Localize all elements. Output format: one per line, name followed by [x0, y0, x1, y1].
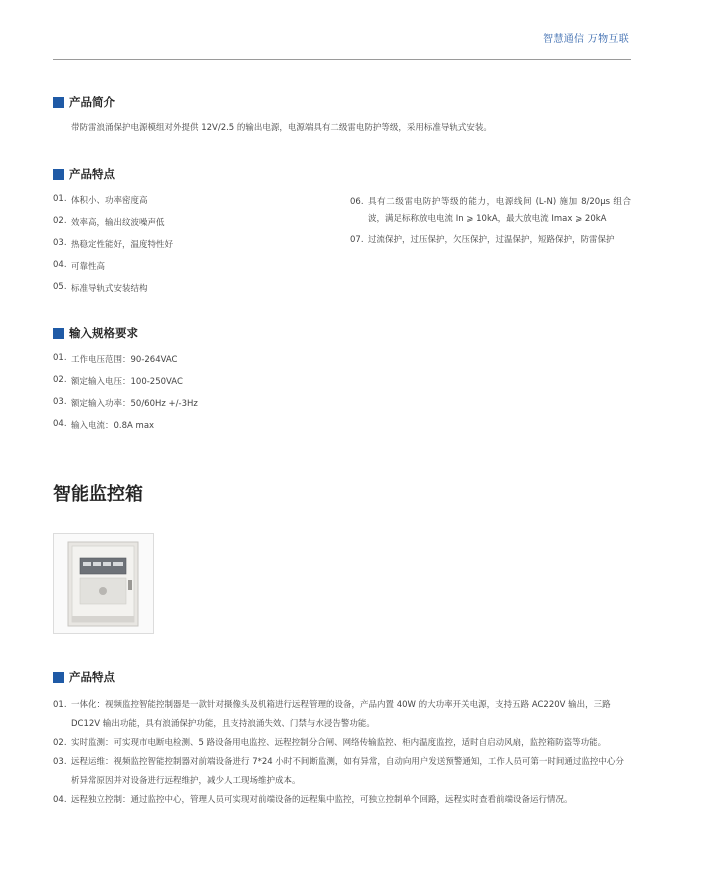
product-features-title: 产品特点 — [69, 670, 115, 684]
header-tagline: 智慧通信 万物互联 — [543, 34, 629, 45]
item-text: 输入电流：0.8A max — [71, 421, 155, 431]
intro-section-heading — [53, 94, 115, 110]
item-text: 远程运维：视频监控智能控制器对前端设备进行 7*24 小时不间断监测，如有异常，自动向用户发送预警通知，工作人员可第一时间通过监控中心分析异常原因并对设备进行远程维护，减少人工现场维护成本。 — [71, 757, 624, 786]
features-list-right — [350, 194, 631, 249]
item-text: 标准导轨式安装结构 — [71, 284, 148, 294]
list-item — [53, 216, 323, 238]
item-text: 具有二级雷电防护等级的能力，电源线间 (L-N) 施加 8/20μs 组合波，满足标称放电电流 In ⩾ 10kA，最大放电流 Imax ⩾ 20kA — [368, 197, 631, 224]
product-features-section-heading — [53, 669, 115, 685]
intro-title: 产品简介 — [69, 95, 115, 109]
item-number: 05. — [53, 282, 67, 292]
item-number: 02. — [53, 738, 67, 748]
item-number: 01. — [53, 700, 67, 710]
list-item — [53, 375, 353, 397]
item-number: 03. — [53, 238, 67, 248]
input-specs-section-heading — [53, 325, 138, 341]
item-number: 01. — [53, 194, 67, 204]
section-marker-icon — [53, 169, 64, 180]
item-text: 可靠性高 — [71, 262, 106, 272]
header-divider — [53, 59, 631, 60]
list-item — [53, 194, 323, 216]
product-image — [53, 533, 154, 634]
features-list-left — [53, 194, 323, 304]
item-number: 04. — [53, 795, 67, 805]
item-number: 07. — [350, 235, 364, 245]
item-text: 额定输入功率：50/60Hz +/-3Hz — [71, 399, 198, 409]
item-text: 实时监测：可实现市电断电检测、5 路设备用电监控、远程控制分合闸、网络传输监控、柜内温度监控，适时自启动风扇，监控箱防盗等功能。 — [71, 738, 607, 748]
list-item — [53, 419, 353, 441]
product-title: 智能监控箱 — [53, 484, 143, 505]
input-specs-title: 输入规格要求 — [69, 326, 138, 340]
item-text: 热稳定性能好，温度特性好 — [71, 240, 174, 250]
item-text: 一体化：视频监控智能控制器是一款针对摄像头及机箱进行远程管理的设备，产品内置 40W 的大功率开关电源，支持五路 AC220V 输出，三路 DC12V 输出功能，具有浪涌保护功能，且支持浪涌失效、门禁与水浸告警功能。 — [71, 700, 611, 729]
item-number: 02. — [53, 216, 67, 226]
section-marker-icon — [53, 97, 64, 108]
input-specs-list — [53, 353, 353, 441]
item-number: 04. — [53, 260, 67, 270]
list-item — [53, 696, 631, 734]
cabinet-illustration — [54, 534, 153, 633]
section-marker-icon — [53, 328, 64, 339]
list-item — [350, 232, 631, 249]
item-text: 远程独立控制：通过监控中心，管理人员可实现对前端设备的远程集中监控，可独立控制单个回路，远程实时查看前端设备运行情况。 — [71, 795, 573, 805]
list-item — [53, 238, 323, 260]
section-marker-icon — [53, 672, 64, 683]
list-item — [53, 260, 323, 282]
list-item — [53, 753, 631, 791]
item-number: 06. — [350, 197, 364, 207]
list-item — [350, 194, 631, 228]
item-text: 额定输入电压：100-250VAC — [71, 377, 183, 387]
product-features-list — [53, 696, 631, 810]
list-item — [53, 282, 323, 304]
features-section-heading — [53, 166, 115, 182]
list-item — [53, 397, 353, 419]
features-title: 产品特点 — [69, 167, 115, 181]
item-number: 01. — [53, 353, 67, 363]
item-text: 体积小、功率密度高 — [71, 196, 148, 206]
list-item — [53, 791, 631, 810]
item-text: 工作电压范围：90-264VAC — [71, 355, 178, 365]
item-number: 02. — [53, 375, 67, 385]
list-item — [53, 734, 631, 753]
item-number: 04. — [53, 419, 67, 429]
item-text: 过流保护，过压保护，欠压保护，过温保护，短路保护，防雷保护 — [368, 235, 615, 245]
list-item — [53, 353, 353, 375]
intro-text: 带防雷浪涌保护电源模组对外提供 12V/2.5 的输出电源，电源端具有二级雷电防护等级，采用标准导轨式安装。 — [71, 123, 492, 133]
item-text: 效率高，输出纹波噪声低 — [71, 218, 165, 228]
item-number: 03. — [53, 757, 67, 767]
item-number: 03. — [53, 397, 67, 407]
